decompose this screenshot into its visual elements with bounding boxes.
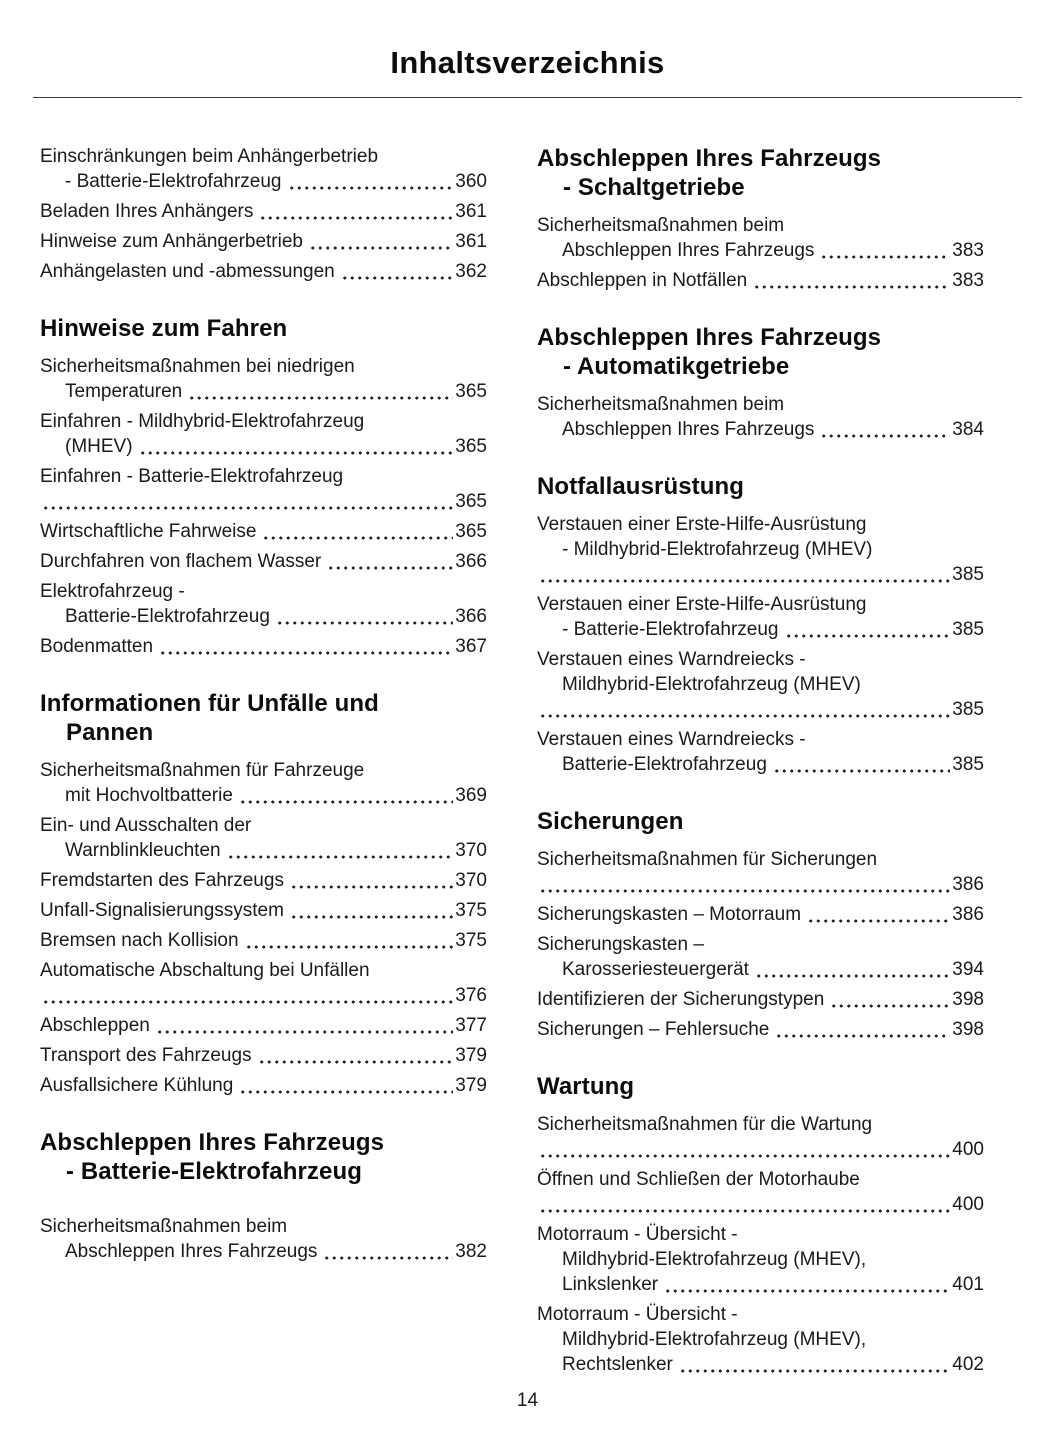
section-heading-line: - Automatikgetriebe bbox=[563, 353, 790, 381]
toc-entry[interactable] bbox=[40, 229, 487, 254]
page-ref: 398 bbox=[952, 1019, 984, 1041]
toc-entry-line bbox=[537, 617, 984, 642]
dot-leader bbox=[274, 604, 453, 629]
toc-entry[interactable] bbox=[40, 409, 487, 459]
toc-entry[interactable] bbox=[40, 519, 487, 544]
page-ref: 370 bbox=[455, 840, 487, 862]
toc-entry-line: Sicherheitsmaßnahmen für Sicherungen bbox=[537, 849, 878, 871]
page-ref: 383 bbox=[952, 270, 984, 292]
toc-entry-text: (MHEV) bbox=[65, 436, 133, 458]
dot-leader bbox=[753, 957, 950, 982]
dot-leader bbox=[828, 987, 950, 1012]
toc-entry-text: Ausfallsichere Kühlung bbox=[40, 1075, 234, 1097]
section-heading bbox=[537, 144, 984, 202]
toc-entry-line: Mildhybrid-Elektrofahrzeug (MHEV), bbox=[562, 1249, 867, 1271]
toc-entry[interactable] bbox=[537, 847, 984, 897]
toc-entry[interactable] bbox=[537, 932, 984, 982]
toc-entry-line bbox=[40, 1013, 487, 1038]
toc-entry-line: Sicherheitsmaßnahmen beim bbox=[537, 215, 785, 237]
toc-entry-line bbox=[40, 783, 487, 808]
section-heading bbox=[537, 323, 984, 381]
page-ref: 360 bbox=[455, 171, 487, 193]
page-ref: 362 bbox=[455, 261, 487, 283]
dot-leader bbox=[751, 268, 950, 293]
page-ref: 386 bbox=[952, 874, 984, 896]
toc-entry[interactable] bbox=[537, 1112, 984, 1162]
toc-entry[interactable] bbox=[40, 1043, 487, 1068]
dot-leader bbox=[157, 634, 453, 659]
toc-entry-line: Sicherheitsmaßnahmen für die Wartung bbox=[537, 1114, 873, 1136]
dot-leader bbox=[288, 868, 453, 893]
toc-entry-line bbox=[40, 604, 487, 629]
dot-leader bbox=[818, 238, 950, 263]
dot-leader bbox=[137, 434, 454, 459]
toc-section bbox=[40, 1128, 487, 1264]
toc-entry[interactable] bbox=[40, 1073, 487, 1098]
page-ref: 385 bbox=[952, 619, 984, 641]
dot-leader bbox=[339, 259, 454, 284]
section-heading-line: Pannen bbox=[66, 719, 154, 747]
toc-entry-text: Temperaturen bbox=[65, 381, 183, 403]
toc-entry-text: Abschleppen Ihres Fahrzeugs bbox=[562, 419, 815, 441]
section-heading-line: Wartung bbox=[537, 1073, 635, 1101]
toc-entry-line: Einfahren - Mildhybrid-Elektrofahrzeug bbox=[40, 411, 365, 433]
page-ref: 400 bbox=[952, 1139, 984, 1161]
dot-leader bbox=[260, 519, 453, 544]
toc-entry-text: Bodenmatten bbox=[40, 636, 154, 658]
toc-entry-text: Abschleppen Ihres Fahrzeugs bbox=[562, 240, 815, 262]
dot-leader bbox=[325, 549, 453, 574]
page-ref: 382 bbox=[455, 1241, 487, 1263]
page-ref: 398 bbox=[952, 989, 984, 1011]
toc-entry-line bbox=[537, 1017, 984, 1042]
toc-entry-text: - Batterie-Elektrofahrzeug bbox=[65, 171, 282, 193]
page-ref: 376 bbox=[455, 985, 487, 1007]
section-heading-line: Hinweise zum Fahren bbox=[40, 315, 288, 343]
dot-leader bbox=[154, 1013, 453, 1038]
toc-entry[interactable] bbox=[537, 392, 984, 442]
section-heading-line: Notfallausrüstung bbox=[537, 473, 745, 501]
toc-entry-text: Sicherungskasten – Motorraum bbox=[537, 904, 802, 926]
toc-entry[interactable] bbox=[40, 813, 487, 863]
toc-entry-text: Transport des Fahrzeugs bbox=[40, 1045, 252, 1067]
toc-entry[interactable] bbox=[537, 727, 984, 777]
toc-entry[interactable] bbox=[40, 354, 487, 404]
toc-entry[interactable] bbox=[537, 902, 984, 927]
toc-entry[interactable] bbox=[40, 958, 487, 1008]
page-ref: 361 bbox=[455, 231, 487, 253]
toc-entry[interactable] bbox=[40, 634, 487, 659]
page-ref: 370 bbox=[455, 870, 487, 892]
dot-leader bbox=[237, 783, 453, 808]
toc-entry-line: Verstauen eines Warndreiecks - bbox=[537, 729, 806, 751]
section-heading-line: - Schaltgetriebe bbox=[563, 174, 745, 202]
toc-entry[interactable] bbox=[40, 549, 487, 574]
toc-entry-line bbox=[40, 259, 487, 284]
toc-entry-line bbox=[537, 1137, 984, 1162]
dot-leader bbox=[537, 1137, 950, 1162]
toc-section bbox=[40, 314, 487, 659]
toc-entry-text: Identifizieren der Sicherungstypen bbox=[537, 989, 825, 1011]
toc-entry-line: Sicherheitsmaßnahmen beim bbox=[40, 1216, 288, 1238]
toc-entry-text: Fremdstarten des Fahrzeugs bbox=[40, 870, 284, 892]
section-heading-line: Abschleppen Ihres Fahrzeugs bbox=[537, 145, 882, 173]
toc-entry-line bbox=[40, 838, 487, 863]
toc-entry[interactable] bbox=[537, 1302, 984, 1377]
toc-entry[interactable] bbox=[537, 213, 984, 263]
dot-leader bbox=[537, 1192, 950, 1217]
toc-entry-line bbox=[537, 697, 984, 722]
toc-entry-line bbox=[40, 898, 487, 923]
toc-entry[interactable] bbox=[537, 647, 984, 722]
toc-entry[interactable] bbox=[537, 987, 984, 1012]
toc-entry-text: Rechtslenker bbox=[562, 1354, 673, 1376]
section-heading-line: Abschleppen Ihres Fahrzeugs bbox=[40, 1129, 385, 1157]
toc-entry-line bbox=[40, 169, 487, 194]
page-number: 14 bbox=[516, 1390, 539, 1411]
toc-entry-text: Abschleppen Ihres Fahrzeugs bbox=[65, 1241, 318, 1263]
page-ref: 384 bbox=[952, 419, 984, 441]
toc-entry-text: Wirtschaftliche Fahrweise bbox=[40, 521, 257, 543]
toc-entry-line: Motorraum - Übersicht - bbox=[537, 1304, 738, 1326]
page-ref: 365 bbox=[455, 521, 487, 543]
toc-column bbox=[537, 144, 984, 1382]
dot-leader bbox=[237, 1073, 453, 1098]
dot-leader bbox=[662, 1272, 950, 1297]
page-ref: 365 bbox=[455, 491, 487, 513]
toc-entry-line bbox=[40, 1073, 487, 1098]
toc-entry-line bbox=[537, 562, 984, 587]
dot-leader bbox=[773, 1017, 950, 1042]
toc-entry[interactable] bbox=[40, 898, 487, 923]
dot-leader bbox=[286, 169, 454, 194]
toc-entry-line bbox=[537, 268, 984, 293]
toc-entry-line bbox=[40, 489, 487, 514]
toc-entry-line: Elektrofahrzeug - bbox=[40, 581, 185, 603]
page-ref: 366 bbox=[455, 551, 487, 573]
page-ref: 365 bbox=[455, 381, 487, 403]
dot-leader bbox=[321, 1239, 453, 1264]
page-ref: 367 bbox=[455, 636, 487, 658]
toc-entry[interactable] bbox=[537, 268, 984, 293]
dot-leader bbox=[537, 697, 950, 722]
dot-leader bbox=[805, 902, 950, 927]
toc-entry-text: Durchfahren von flachem Wasser bbox=[40, 551, 322, 573]
toc-entry-line: - Mildhybrid-Elektrofahrzeug (MHEV) bbox=[562, 539, 873, 561]
toc-entry-group bbox=[40, 144, 487, 284]
toc-entry-text: Abschleppen bbox=[40, 1015, 150, 1037]
page-ref: 361 bbox=[455, 201, 487, 223]
dot-leader bbox=[40, 983, 453, 1008]
toc-section bbox=[537, 144, 984, 293]
toc-entry-line: Ein- und Ausschalten der bbox=[40, 815, 252, 837]
dot-leader bbox=[243, 928, 454, 953]
toc-entry[interactable] bbox=[537, 512, 984, 587]
toc-entry-line: Mildhybrid-Elektrofahrzeug (MHEV), bbox=[562, 1329, 867, 1351]
page-ref: 379 bbox=[455, 1075, 487, 1097]
page-ref: 369 bbox=[455, 785, 487, 807]
toc-entry-line bbox=[537, 872, 984, 897]
toc-entry-text: Linkslenker bbox=[562, 1274, 659, 1296]
toc-entry-line: Motorraum - Übersicht - bbox=[537, 1224, 738, 1246]
toc-entry-line: Öffnen und Schließen der Motorhaube bbox=[537, 1169, 860, 1191]
toc-entry-line: Sicherheitsmaßnahmen bei niedrigen bbox=[40, 356, 355, 378]
toc-entry-text: Anhängelasten und -abmessungen bbox=[40, 261, 335, 283]
toc-entry-line: Verstauen einer Erste-Hilfe-Ausrüstung bbox=[537, 594, 867, 616]
toc-entry[interactable] bbox=[40, 1214, 487, 1264]
dot-leader bbox=[288, 898, 453, 923]
toc-entry-line bbox=[40, 229, 487, 254]
toc-entry-line: Einschränkungen beim Anhängerbetrieb bbox=[40, 146, 379, 168]
toc bbox=[0, 98, 1055, 1382]
dot-leader bbox=[225, 838, 454, 863]
toc-entry-text: Batterie-Elektrofahrzeug bbox=[562, 754, 767, 776]
page-ref: 401 bbox=[952, 1274, 984, 1296]
page-ref: 400 bbox=[952, 1194, 984, 1216]
dot-leader bbox=[677, 1352, 950, 1377]
toc-entry-line bbox=[40, 1043, 487, 1068]
dot-leader bbox=[537, 562, 950, 587]
toc-entry-line bbox=[40, 928, 487, 953]
toc-entry-line bbox=[537, 957, 984, 982]
dot-leader bbox=[307, 229, 453, 254]
section-heading-line: Abschleppen Ihres Fahrzeugs bbox=[537, 324, 882, 352]
dot-leader bbox=[818, 417, 950, 442]
toc-entry-line bbox=[537, 752, 984, 777]
dot-leader bbox=[257, 199, 453, 224]
toc-entry[interactable] bbox=[40, 259, 487, 284]
page-ref: 366 bbox=[455, 606, 487, 628]
toc-entry-text: mit Hochvoltbatterie bbox=[65, 785, 233, 807]
toc-entry-text: Bremsen nach Kollision bbox=[40, 930, 239, 952]
dot-leader bbox=[783, 617, 951, 642]
toc-entry-line: Sicherheitsmaßnahmen für Fahrzeuge bbox=[40, 760, 365, 782]
toc-entry-text: Warnblinkleuchten bbox=[65, 840, 221, 862]
toc-entry[interactable] bbox=[40, 199, 487, 224]
toc-entry-line: Verstauen einer Erste-Hilfe-Ausrüstung bbox=[537, 514, 867, 536]
toc-entry-line bbox=[537, 238, 984, 263]
toc-entry-text: Beladen Ihres Anhängers bbox=[40, 201, 254, 223]
toc-entry[interactable] bbox=[40, 579, 487, 629]
toc-entry-line bbox=[40, 1239, 487, 1264]
toc-entry-line bbox=[537, 1272, 984, 1297]
toc-column bbox=[40, 144, 487, 1269]
toc-entry-line bbox=[537, 417, 984, 442]
toc-entry[interactable] bbox=[40, 868, 487, 893]
page-ref: 385 bbox=[952, 754, 984, 776]
toc-section bbox=[537, 323, 984, 442]
toc-entry-line: Mildhybrid-Elektrofahrzeug (MHEV) bbox=[562, 674, 861, 696]
page-ref: 365 bbox=[455, 436, 487, 458]
toc-entry-line: Automatische Abschaltung bei Unfällen bbox=[40, 960, 370, 982]
dot-leader bbox=[40, 489, 453, 514]
toc-entry-line: Sicherungskasten – bbox=[537, 934, 704, 956]
section-heading bbox=[537, 807, 984, 836]
toc-entry[interactable] bbox=[537, 1222, 984, 1297]
page-ref: 385 bbox=[952, 564, 984, 586]
toc-entry[interactable] bbox=[537, 1167, 984, 1217]
toc-section bbox=[537, 472, 984, 777]
toc-entry-text: Sicherungen – Fehlersuche bbox=[537, 1019, 770, 1041]
page-ref: 375 bbox=[455, 930, 487, 952]
toc-entry-line bbox=[40, 868, 487, 893]
toc-entry-line bbox=[40, 634, 487, 659]
toc-entry-text: Unfall-Signalisierungssystem bbox=[40, 900, 284, 922]
toc-entry[interactable] bbox=[40, 464, 487, 514]
toc-entry-line bbox=[537, 1352, 984, 1377]
dot-leader bbox=[771, 752, 950, 777]
page-ref: 402 bbox=[952, 1354, 984, 1376]
page-ref: 383 bbox=[952, 240, 984, 262]
toc-entry[interactable] bbox=[40, 1013, 487, 1038]
dot-leader bbox=[537, 872, 950, 897]
toc-entry-line bbox=[40, 549, 487, 574]
page-ref: 394 bbox=[952, 959, 984, 981]
page-title: Inhaltsverzeichnis bbox=[390, 45, 665, 80]
page-ref: 385 bbox=[952, 699, 984, 721]
section-heading bbox=[537, 1072, 984, 1101]
section-heading bbox=[40, 314, 487, 343]
toc-entry[interactable] bbox=[537, 1017, 984, 1042]
toc-entry-text: Karosseriesteuergerät bbox=[562, 959, 749, 981]
toc-entry-text: - Batterie-Elektrofahrzeug bbox=[562, 619, 779, 641]
toc-entry-line bbox=[40, 199, 487, 224]
section-heading-line: - Batterie-Elektrofahrzeug bbox=[66, 1158, 362, 1186]
section-heading bbox=[40, 689, 487, 747]
toc-entry-line bbox=[40, 434, 487, 459]
dot-leader bbox=[256, 1043, 454, 1068]
toc-section bbox=[537, 1072, 984, 1377]
toc-entry[interactable] bbox=[40, 758, 487, 808]
toc-entry-line bbox=[537, 902, 984, 927]
section-heading-line: Informationen für Unfälle und bbox=[40, 690, 379, 718]
toc-entry-text: Batterie-Elektrofahrzeug bbox=[65, 606, 270, 628]
toc-entry-text: Hinweise zum Anhängerbetrieb bbox=[40, 231, 303, 253]
toc-entry-text: Abschleppen in Notfällen bbox=[537, 270, 748, 292]
section-heading-line: Sicherungen bbox=[537, 808, 684, 836]
toc-entry-line bbox=[537, 987, 984, 1012]
toc-entry-line bbox=[40, 379, 487, 404]
toc-entry[interactable] bbox=[40, 928, 487, 953]
toc-section bbox=[537, 807, 984, 1042]
toc-entry-line: Sicherheitsmaßnahmen beim bbox=[537, 394, 785, 416]
toc-entry-line: Verstauen eines Warndreiecks - bbox=[537, 649, 806, 671]
dot-leader bbox=[186, 379, 453, 404]
toc-entry-line bbox=[40, 983, 487, 1008]
toc-entry-line bbox=[40, 519, 487, 544]
page-ref: 377 bbox=[455, 1015, 487, 1037]
section-heading bbox=[537, 472, 984, 501]
toc-entry-line bbox=[537, 1192, 984, 1217]
toc-section bbox=[40, 689, 487, 1098]
page-ref: 386 bbox=[952, 904, 984, 926]
page-ref: 379 bbox=[455, 1045, 487, 1067]
toc-entry[interactable] bbox=[537, 592, 984, 642]
section-heading bbox=[40, 1128, 487, 1186]
page-ref: 375 bbox=[455, 900, 487, 922]
toc-entry[interactable] bbox=[40, 144, 487, 194]
toc-entry-line: Einfahren - Batterie-Elektrofahrzeug bbox=[40, 466, 344, 488]
